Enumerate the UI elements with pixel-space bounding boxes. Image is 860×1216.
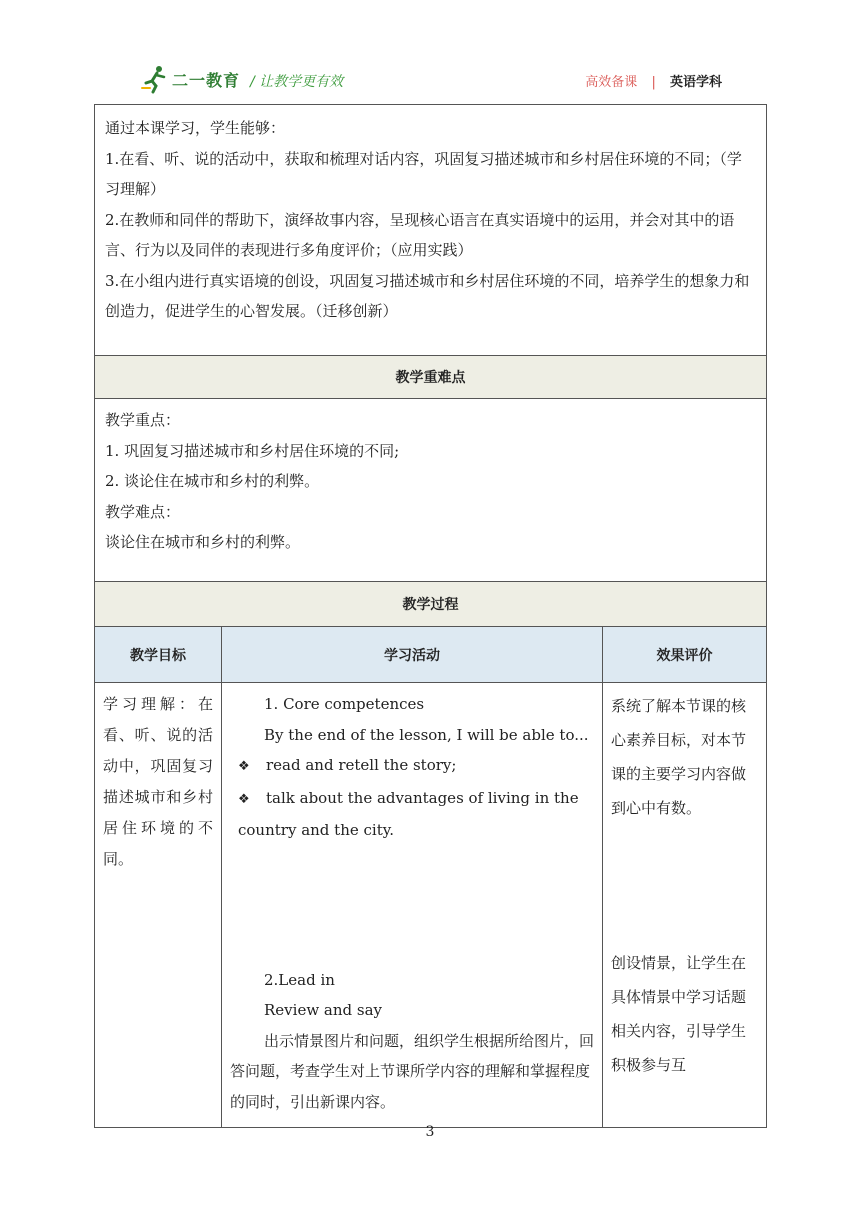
running-figure-icon — [140, 64, 170, 94]
difficult-point-text: 谈论住在城市和乡村的利弊。 — [105, 533, 301, 551]
key-points-label: 教学重点： — [105, 411, 181, 429]
column-header-goal: 教学目标 — [95, 627, 222, 683]
difficult-points-label: 教学难点： — [105, 502, 181, 521]
brand-logo — [140, 64, 240, 94]
key-point-item: 1. 巩固复习描述城市和乡村居住环境的不同; — [105, 441, 400, 460]
header-subject-tag: 英语学科 — [669, 75, 722, 90]
evaluation-text: 创设情景，让学生在具体情景中学习话题相关内容，引导学生积极参与互 — [611, 954, 747, 1074]
header-tags — [585, 71, 722, 90]
goal-text: 学习理解：在看、听、说的活动中，巩固复习描述城市和乡村居住环境的不同。 — [103, 695, 213, 868]
activity1-bullet-text: read and retell the story; — [266, 756, 457, 774]
goal-item: 1.在看、听、说的活动中，获取和梳理对话内容，巩固复习描述城市和乡村居住环境的不同；（学习理解） — [105, 149, 742, 198]
evaluation-text: 系统了解本节课的核心素养目标，对本节课的主要学习内容做到心中有数。 — [611, 697, 747, 817]
activity1-lead: By the end of the lesson, I will be able to... — [264, 725, 589, 744]
column-header-activity: 学习活动 — [222, 627, 603, 683]
activity1-title: 1. Core competences — [264, 695, 425, 713]
page-header — [140, 60, 722, 100]
activity-cell — [222, 683, 603, 1128]
goal-item: 3.在小组内进行真实语境的创设，巩固复习描述城市和乡村居住环境的不同，培养学生的想象力和创造力，促进学生的心智发展。（迁移创新） — [105, 271, 750, 320]
diamond-bullet-icon: ❖ — [238, 759, 250, 774]
lesson-plan-table — [94, 104, 767, 1128]
goal-cell — [95, 683, 222, 1128]
activity2-desc: 出示情景图片和问题，组织学生根据所给图片，回答问题，考查学生对上节课所学内容的理解和掌握程度的同时，引出新课内容。 — [230, 1031, 595, 1111]
column-header-evaluation: 效果评价 — [603, 627, 767, 683]
activity1-bullet-text: talk about the advantages of living in the country and the city. — [238, 788, 579, 839]
diamond-bullet-icon: ❖ — [238, 791, 250, 807]
header-slogan: / 让教学更有效 — [250, 74, 344, 90]
activity2-title: 2.Lead in — [264, 970, 335, 989]
key-difficult-cell — [95, 399, 767, 582]
activity1-bullet — [230, 783, 594, 846]
activity1-bullet — [230, 750, 594, 783]
learning-goals-cell — [95, 105, 767, 356]
header-efficiency-tag: 高效备课 — [585, 75, 638, 90]
evaluation-cell — [603, 683, 767, 1128]
section-heading-process: 教学过程 — [95, 582, 767, 627]
goals-intro: 通过本课学习，学生能够： — [105, 119, 286, 137]
goal-item: 2.在教师和同伴的帮助下，演绎故事内容，呈现核心语言在真实语境中的运用，并会对其中的语言、行为以及同伴的表现进行多角度评价；（应用实践） — [105, 210, 735, 259]
activity2-sub: Review and say — [264, 1001, 383, 1019]
logo-text: 二一教育 — [172, 70, 241, 90]
key-point-item: 2. 谈论住在城市和乡村的利弊。 — [105, 472, 320, 490]
header-separator: | — [651, 75, 656, 90]
section-heading-key-difficult: 教学重难点 — [95, 356, 767, 399]
page-number: 3 — [425, 1124, 435, 1140]
